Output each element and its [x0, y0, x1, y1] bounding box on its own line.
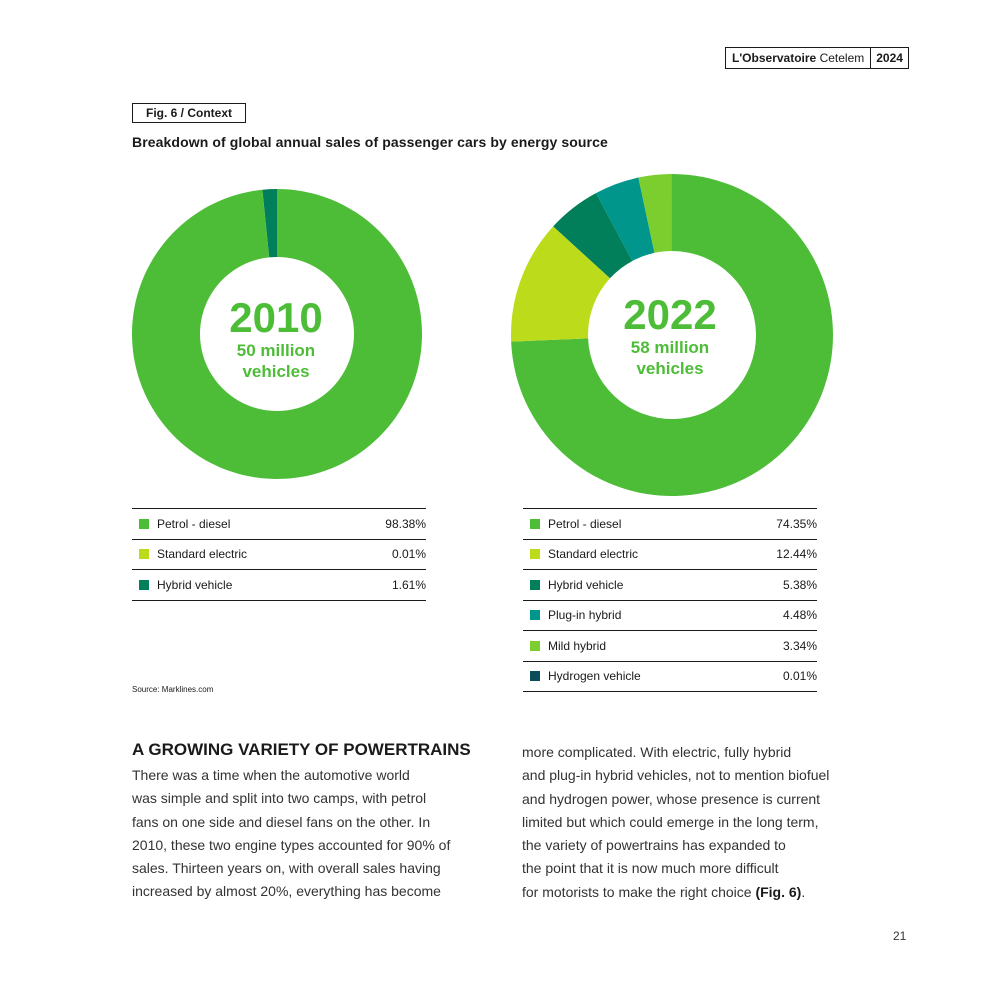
brand-name-rest: Cetelem [819, 51, 865, 65]
text-line: and plug-in hybrid vehicles, not to mention biofuel [522, 767, 830, 784]
text-line: There was a time when the automotive world [132, 767, 410, 783]
text-line: was simple and split into two camps, with petrol [132, 790, 427, 807]
legend-label-cell [523, 600, 741, 631]
legend-label: Plug-in hybrid [548, 608, 622, 623]
text-line: the variety of powertrains has expanded to [522, 837, 786, 854]
text-line: for motorists to make the right choice [522, 883, 756, 900]
legend-row [523, 661, 817, 692]
legend-row [523, 600, 817, 631]
legend-row [132, 570, 426, 601]
figure-reference: (Fig. 6) [755, 883, 802, 900]
source-note: Source: Marklines.com [132, 685, 214, 694]
legend-label: Hybrid vehicle [157, 577, 233, 592]
article-column-1 [132, 764, 487, 904]
legend-label: Standard electric [548, 547, 639, 562]
donut-year: 2022 [623, 291, 717, 338]
legend-label: Mild hybrid [548, 638, 607, 653]
legend-row [523, 631, 817, 662]
legend-swatch [530, 580, 540, 590]
legend-table-2022 [523, 508, 817, 692]
text-line-end: . [801, 883, 806, 900]
legend-row [132, 509, 426, 540]
legend-swatch [530, 671, 540, 681]
legend-label-cell [523, 539, 741, 570]
legend-label-cell [523, 661, 741, 692]
legend-table-2010 [132, 508, 426, 601]
legend-value: 1.61% [349, 570, 426, 601]
legend-label-cell [132, 570, 349, 601]
legend-value: 12.44% [741, 539, 817, 570]
legend-label-cell [132, 539, 349, 570]
text-line: fans on one side and diesel fans on the other. In [132, 813, 431, 830]
legend-row [523, 539, 817, 570]
brand-year: 2024 [876, 51, 903, 65]
legend-label-cell [132, 509, 349, 540]
legend-label: Hydrogen vehicle [548, 669, 641, 684]
legend-swatch [139, 549, 149, 559]
legend-value: 5.38% [741, 570, 817, 601]
legend-value: 3.34% [741, 631, 817, 662]
legend-value: 74.35% [741, 509, 817, 540]
text-line: the point that it is now much more difficult [522, 860, 779, 877]
legend-row [132, 539, 426, 570]
legend-swatch [530, 519, 540, 529]
legend-swatch [139, 519, 149, 529]
legend-label-cell [523, 570, 741, 601]
article-column-2 [522, 741, 877, 904]
donut-subtitle-line1: 58 million [630, 338, 710, 357]
figure-title: Breakdown of global annual sales of passenger cars by energy source [132, 134, 608, 150]
donut-subtitle-line1: 50 million [236, 341, 316, 360]
section-title: A GROWING VARIETY OF POWERTRAINS [132, 740, 471, 759]
donut-year: 2010 [229, 294, 323, 341]
text-line: sales. Thirteen years on, with overall sales having [132, 860, 441, 877]
legend-swatch [139, 580, 149, 590]
legend-label: Petrol - diesel [157, 516, 231, 531]
legend-value: 0.01% [349, 539, 426, 570]
text-line: 2010, these two engine types accounted for 90% of [132, 836, 451, 853]
legend-swatch [530, 549, 540, 559]
text-line: increased by almost 20%, everything has become [132, 883, 441, 900]
donut-center-2022 [590, 293, 750, 379]
donut-center-2010 [196, 296, 356, 382]
legend-value: 0.01% [741, 661, 817, 692]
text-line: limited but which could emerge in the long term, [522, 813, 819, 830]
legend-label: Hybrid vehicle [548, 577, 624, 592]
donut-subtitle-line2: vehicles [636, 359, 704, 378]
brand-name [726, 48, 871, 68]
legend-row [523, 509, 817, 540]
text-line: and hydrogen power, whose presence is current [522, 790, 821, 807]
legend-swatch [530, 610, 540, 620]
legend-label-cell [523, 631, 741, 662]
legend-label-cell [523, 509, 741, 540]
brand-header [725, 47, 909, 69]
figure-label: Fig. 6 / Context [132, 103, 246, 123]
legend-value: 98.38% [349, 509, 426, 540]
legend-value: 4.48% [741, 600, 817, 631]
brand-name-bold: L'Observatoire [732, 51, 817, 65]
legend-row [523, 570, 817, 601]
legend-swatch [530, 641, 540, 651]
legend-label: Standard electric [157, 547, 248, 562]
legend-label: Petrol - diesel [548, 516, 622, 531]
page-number: 21 [893, 929, 907, 943]
text-line: more complicated. With electric, fully hybrid [522, 744, 792, 760]
donut-subtitle-line2: vehicles [242, 362, 310, 381]
